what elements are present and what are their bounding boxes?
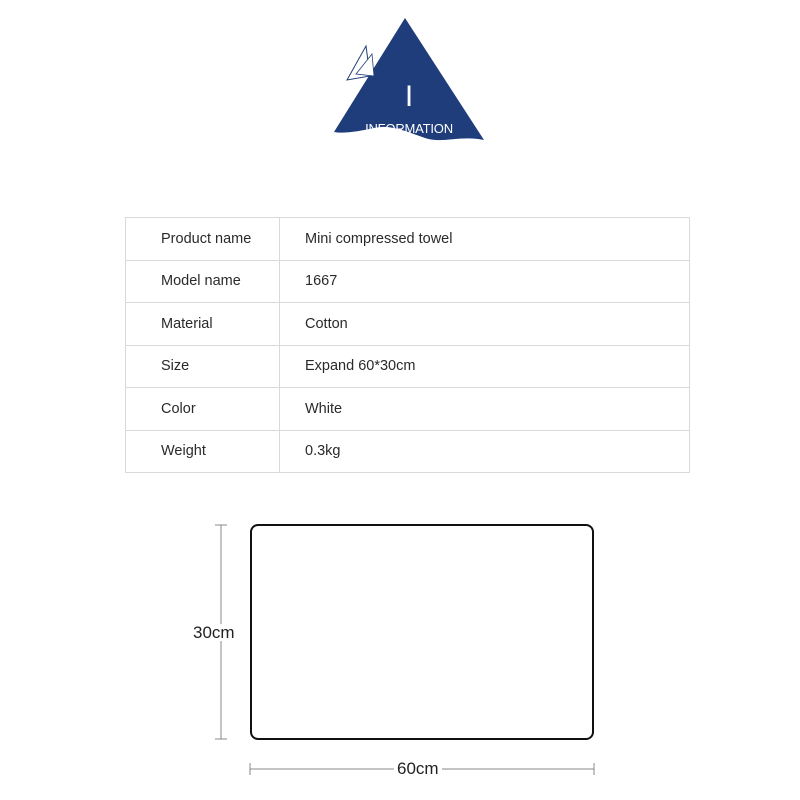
logo-word: INFORMATION <box>365 121 453 136</box>
logo-letter: I <box>404 80 414 113</box>
spec-value: Expand 60*30cm <box>280 345 690 388</box>
spec-value: 0.3kg <box>280 430 690 473</box>
towel-outline <box>251 525 593 739</box>
spec-label: Material <box>126 303 280 346</box>
spec-label: Model name <box>126 260 280 303</box>
spec-value: Mini compressed towel <box>280 218 690 261</box>
spec-label: Size <box>126 345 280 388</box>
spec-value: Cotton <box>280 303 690 346</box>
height-label: 30cm <box>193 623 235 642</box>
spec-label: Product name <box>126 218 280 261</box>
spec-label: Color <box>126 388 280 431</box>
spec-value: White <box>280 388 690 431</box>
spec-value: 1667 <box>280 260 690 303</box>
width-label: 60cm <box>394 760 442 777</box>
spec-label: Weight <box>126 430 280 473</box>
